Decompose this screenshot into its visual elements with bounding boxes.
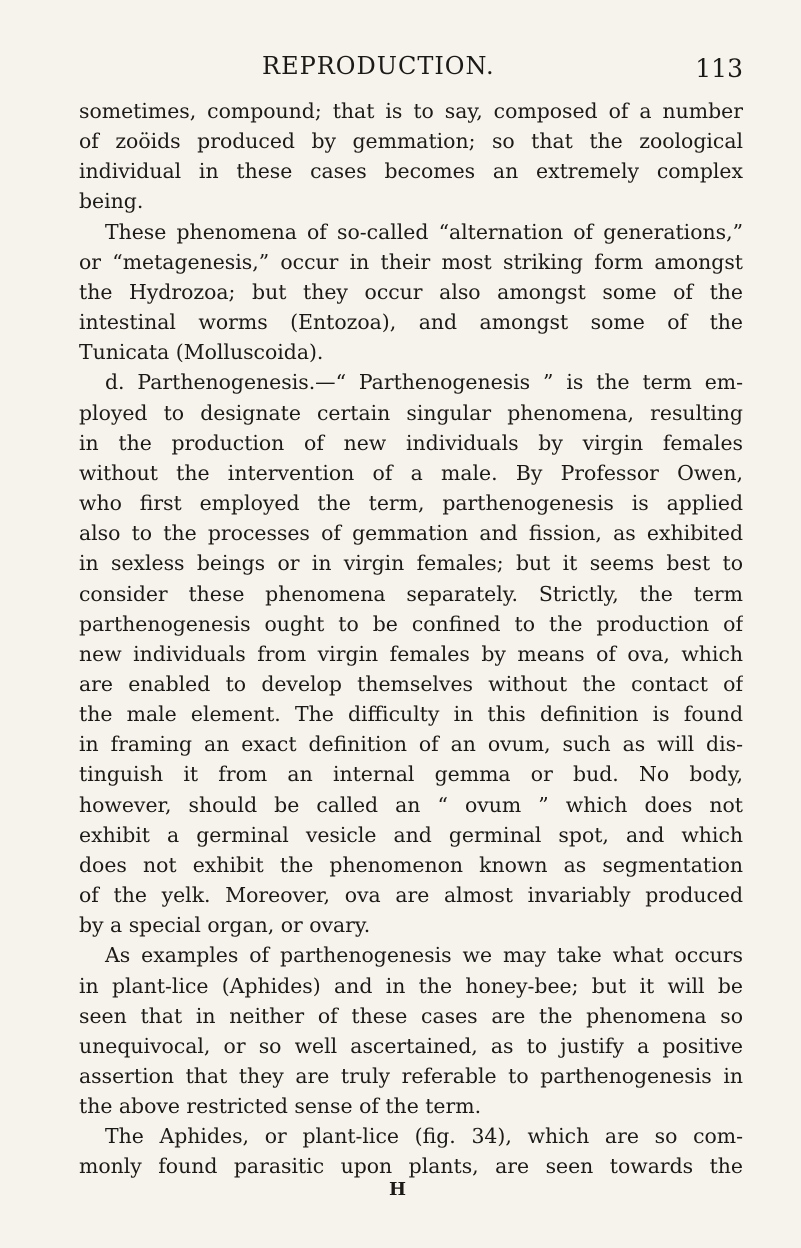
text-line: parthenogenesis ought to be confined to the production of [79,611,743,636]
text-line: who first employed the term, parthenogenesis is applied [79,491,743,516]
text-line: ployed to designate certain singular phenomena, resulting [79,400,743,425]
text-line: by a special organ, or ovary. [79,913,371,938]
text-line: unequivocal, or so well ascertained, as to justify a positive [79,1033,743,1058]
text-line: As examples of parthenogenesis we may take what occurs [105,943,743,968]
text-line: in plant-lice (Aphides) and in the honey-bee; but it will be [79,973,743,998]
text-line: monly found parasitic upon plants, are seen towards the [79,1154,743,1179]
text-line: Tunicata (Molluscoida). [79,340,324,365]
text-line: exhibit a germinal vesicle and germinal spot, and which [79,822,743,847]
text-line: tinguish it from an internal gemma or bud. No body, [79,762,743,787]
text-line: the Hydrozoa; but they occur also amongst some of the [79,279,743,304]
text-line: does not exhibit the phenomenon known as segmentation [79,852,743,877]
text-line: without the intervention of a male. By Professor Owen, [79,460,743,485]
text-line: or “metagenesis,” occur in their most striking form amongst [79,249,743,274]
text-line: of zoöids produced by gemmation; so that the zoological [79,129,743,154]
text-line: are enabled to develop themselves without the contact of [79,671,743,696]
running-title: REPRODUCTION. [262,52,495,80]
text-line: the above restricted sense of the term. [79,1094,482,1119]
body-text [79,96,743,1182]
text-line: of the yelk. Moreover, ova are almost invariably produced [79,883,743,908]
text-line: being. [79,189,144,214]
text-line: the male element. The difficulty in this definition is found [79,702,743,727]
text-line: also to the processes of gemmation and fission, as exhibited [79,521,743,546]
text-line: new individuals from virgin females by means of ova, which [79,641,743,666]
text-line: in sexless beings or in virgin females; but it seems best to [79,551,743,576]
text-line: These phenomena of so-called “alternation of generations,” [105,219,743,244]
text-line: individual in these cases becomes an extremely complex [79,159,743,184]
text-line: seen that in neither of these cases are the phenomena so [79,1003,743,1028]
text-line: The Aphides, or plant-lice (fig. 34), which are so com- [105,1124,743,1149]
text-line: assertion that they are truly referable to parthenogenesis in [79,1064,743,1088]
text-line: in framing an exact definition of an ovum, such as will dis- [79,732,743,757]
text-line: intestinal worms (Entozoa), and amongst some of the [79,310,743,335]
text-line: in the production of new individuals by virgin females [79,430,743,455]
text-line: sometimes, compound; that is to say, composed of a number [79,99,743,123]
text-line: however, should be called an “ ovum ” which does not [79,792,743,817]
running-head [0,52,801,88]
page-number: 113 [695,54,743,83]
text-line: consider these phenomena separately. Strictly, the term [79,581,743,606]
signature-mark: H [389,1179,407,1200]
text-line: d. Parthenogenesis.—“ Parthenogenesis ” is the term em- [105,370,743,395]
